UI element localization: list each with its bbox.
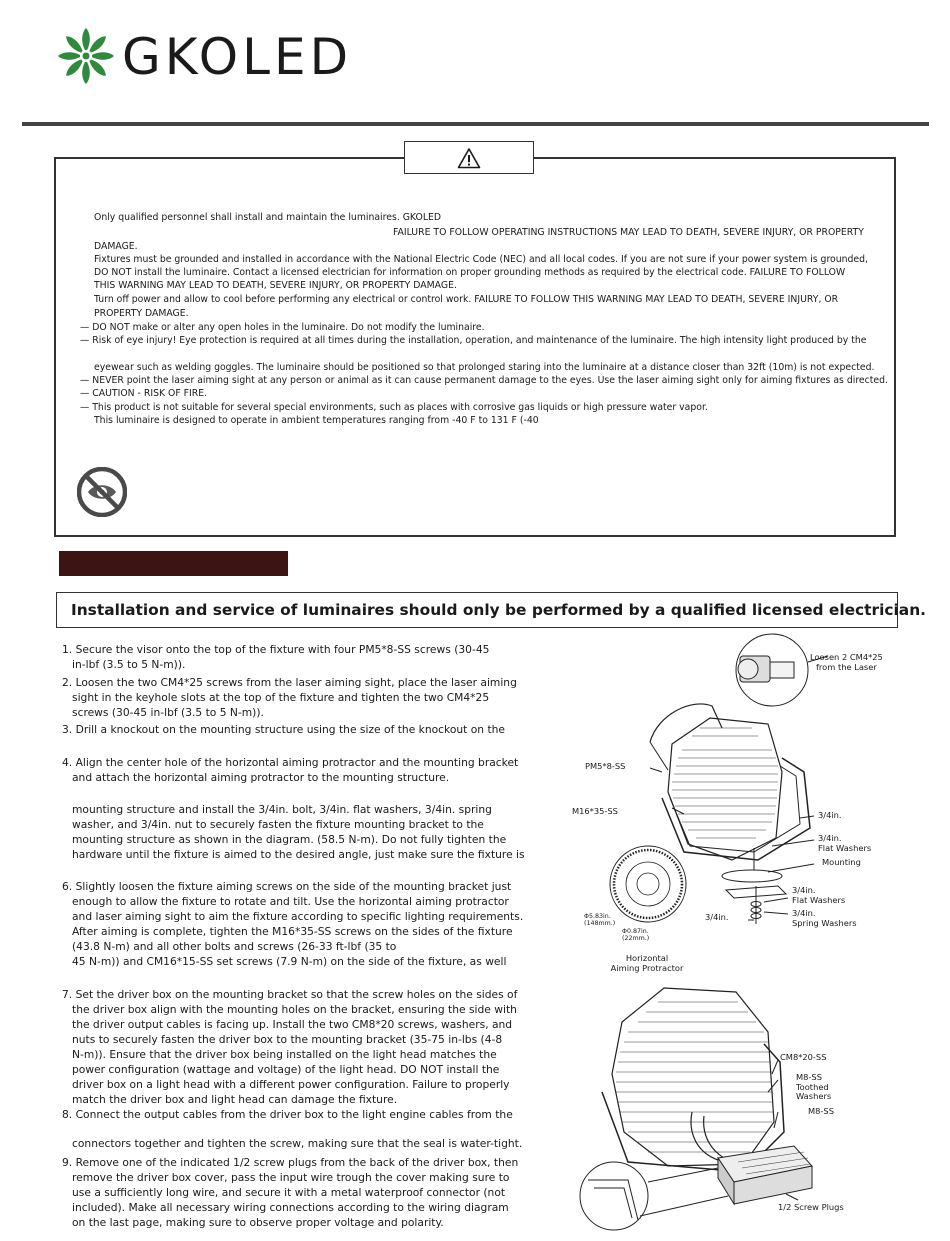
step-line: the driver box align with the mounting holes on the bracket, ensuring the side with	[72, 1003, 517, 1016]
step-line: mounting structure and install the 3/4in. bolt, 3/4in. flat washers, 3/4in. spring	[72, 803, 492, 816]
warning-line: Turn off power and allow to cool before performing any electrical or control work. FAILURE TO FOLLOW THIS WARNING MAY LEAD TO DEATH, SEVERE INJURY, OR	[94, 294, 839, 305]
step-line: use a sufficiently long wire, and secure it with a metal waterproof connector (not	[72, 1186, 506, 1199]
label-loosen-laser: Loosen 2 CM4*25 from the Laser	[810, 652, 883, 672]
step-line: power configuration (wattage and voltage) of the light head. DO NOT install the	[72, 1063, 500, 1076]
no-eye-contact-icon	[77, 467, 127, 517]
step-line: included). Make all necessary wiring connections according to the wiring diagram	[72, 1201, 509, 1214]
warning-line: Fixtures must be grounded and installed in accordance with the National Electric Code (NEC) and all local codes. If you are not sure if your power system is grounded,	[94, 254, 869, 265]
step-line: screws (30-45 in-lbf (3.5 to 5 N-m)).	[72, 706, 264, 719]
header-divider	[22, 122, 929, 126]
step-line: nuts to securely fasten the driver box to the mounting bracket (35-75 in-lbs (4-8	[72, 1033, 503, 1046]
step-line: 1. Secure the visor onto the top of the fixture with four PM5*8-SS screws (30-45	[62, 643, 490, 656]
step-line: 45 N-m)) and CM16*15-SS set screws (7.9 N-m) on the side of the fixture, as well	[72, 955, 507, 968]
step-line: 6. Slightly loosen the fixture aiming screws on the side of the mounting bracket just	[62, 880, 512, 893]
warning-line: DAMAGE.	[94, 241, 138, 252]
brand-name: GKOLED	[122, 28, 353, 86]
label-cm8-screws: CM8*20-SS	[780, 1052, 827, 1062]
label-diameter-583: Φ5.83in. (148mm.)	[584, 913, 616, 928]
driver-box-diagram	[568, 982, 818, 1234]
step-line: N-m)). Ensure that the driver box being installed on the light head matches the	[72, 1048, 497, 1061]
label-three-quarter-nut: 3/4in.	[705, 912, 729, 922]
warning-line: PROPERTY DAMAGE.	[94, 308, 189, 319]
step-line: in-lbf (3.5 to 5 N-m)).	[72, 658, 186, 671]
step-line: match the driver box and light head can damage the fixture.	[72, 1093, 398, 1106]
step-line: enough to allow the fixture to rotate and tilt. Use the horizontal aiming protractor	[72, 895, 509, 908]
warning-line: FAILURE TO FOLLOW OPERATING INSTRUCTIONS MAY LEAD TO DEATH, SEVERE INJURY, OR PROPERTY	[393, 227, 864, 238]
label-flat-washers-bottom: 3/4in. Flat Washers	[792, 885, 846, 905]
brand-logo-icon	[56, 26, 116, 86]
label-m8-nut: M8-SS	[808, 1106, 834, 1116]
label-aiming-protractor: Horizontal Aiming Protractor	[610, 953, 684, 973]
label-three-quarter-bolt: 3/4in.	[818, 810, 842, 820]
step-line: 9. Remove one of the indicated 1/2 screw plugs from the back of the driver box, then	[62, 1156, 519, 1169]
warning-line: This luminaire is designed to operate in ambient temperatures ranging from -40 F to 131 F (-40	[94, 415, 539, 426]
step-line: remove the driver box cover, pass the input wire trough the cover making sure to	[72, 1171, 510, 1184]
step-line: sight in the keyhole slots at the top of the fixture and tighten the two CM4*25	[72, 691, 490, 704]
warning-line: THIS WARNING MAY LEAD TO DEATH, SEVERE INJURY, OR PROPERTY DAMAGE.	[94, 280, 457, 291]
step-line: connectors together and tighten the screw, making sure that the seal is water-tight.	[72, 1137, 523, 1150]
label-pm5-screws: PM5*8-SS	[585, 761, 626, 771]
warning-line: eyewear such as welding goggles. The luminaire should be positioned so that prolonged staring into the luminaire at a distance closer than 32ft (10m) is not expected.	[94, 362, 875, 373]
step-line: 7. Set the driver box on the mounting bracket so that the screw holes on the sides of	[62, 988, 518, 1001]
step-line: 4. Align the center hole of the horizontal aiming protractor and the mounting bracket	[62, 756, 519, 769]
step-line: After aiming is complete, tighten the M16*35-SS screws on the sides of the fixture	[72, 925, 513, 938]
electrician-banner	[56, 592, 926, 628]
warning-line: — DO NOT make or alter any open holes in the luminaire. Do not modify the luminaire.	[80, 322, 485, 333]
step-line: and attach the horizontal aiming protractor to the mounting structure.	[72, 771, 450, 784]
step-line: and laser aiming sight to aim the fixture according to specific lighting requirements.	[72, 910, 524, 923]
step-line: the driver output cables is facing up. Install the two CM8*20 screws, washers, and	[72, 1018, 513, 1031]
warning-line: — Risk of eye injury! Eye protection is required at all times during the installation, operation, and maintenance of the luminaire. The high intensity light produced by the	[80, 335, 867, 346]
step-line: (43.8 N-m) and all other bolts and screws (26-33 ft-lbf (35 to	[72, 940, 397, 953]
step-line: washer, and 3/4in. nut to securely fasten the fixture mounting bracket to the	[72, 818, 484, 831]
warning-line: — CAUTION - RISK OF FIRE.	[80, 388, 208, 399]
step-line: 8. Connect the output cables from the driver box to the light engine cables from the	[62, 1108, 513, 1121]
section-header-bar	[59, 551, 288, 576]
label-mounting: Mounting	[822, 857, 861, 867]
warning-line: — NEVER point the laser aiming sight at any person or animal as it can cause permanent damage to the eyes. Use the laser aiming sight only for aiming fixtures as directed.	[80, 375, 888, 386]
label-screw-plugs: 1/2 Screw Plugs	[778, 1202, 844, 1212]
warning-line: DO NOT install the luminaire. Contact a licensed electrician for information on proper grounding methods as required by the electrical code. FAILURE TO FOLLOW	[94, 267, 846, 278]
label-diameter-087: Φ0.87in. (22mm.)	[622, 928, 650, 943]
step-line: driver box on a light head with a different power configuration. Failure to properly	[72, 1078, 510, 1091]
step-line: on the last page, making sure to observe proper voltage and polarity.	[72, 1216, 444, 1229]
label-flat-washers-top: 3/4in. Flat Washers	[818, 833, 872, 853]
warning-tab	[404, 141, 534, 174]
warning-triangle-icon	[457, 147, 481, 169]
step-line: hardware until the fixture is aimed to the desired angle, just make sure the fixture is	[72, 848, 525, 861]
warning-line: Only qualified personnel shall install and maintain the luminaires. GKOLED	[94, 212, 442, 223]
label-m8-toothed-washers: M8-SS Toothed Washers	[796, 1072, 832, 1102]
step-line: 2. Loosen the two CM4*25 screws from the laser aiming sight, place the laser aiming	[62, 676, 517, 689]
label-m16-screws: M16*35-SS	[572, 806, 618, 816]
step-line: 3. Drill a knockout on the mounting structure using the size of the knockout on the	[62, 723, 506, 736]
step-line: mounting structure as shown in the diagram. (58.5 N-m). Do not fully tighten the	[72, 833, 507, 846]
electrician-banner-text: Installation and service of luminaires should only be performed by a qualified licensed electrician.	[71, 601, 926, 619]
warning-line: — This product is not suitable for several special environments, such as places with corrosive gas liquids or high pressure water vapor.	[80, 402, 708, 413]
label-spring-washers: 3/4in. Spring Washers	[792, 908, 857, 928]
